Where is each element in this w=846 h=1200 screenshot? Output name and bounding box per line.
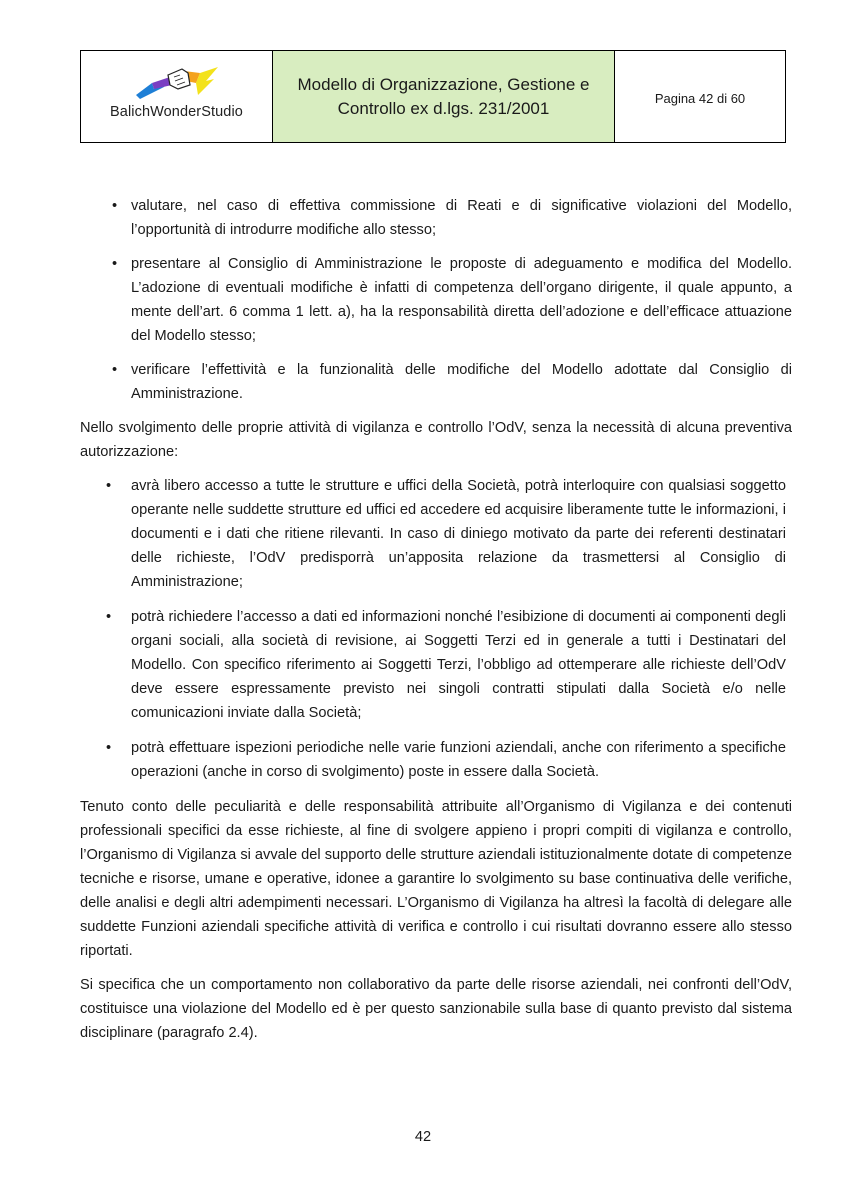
footer-page-number: 42 bbox=[414, 1129, 432, 1145]
bullet-icon: • bbox=[106, 609, 112, 625]
intro-paragraph: Nello svolgimento delle proprie attività di vigilanza e controllo l’OdV, senza la necessità di alcuna preventiva autorizzazione: bbox=[80, 420, 792, 460]
logo-text: BalichWonderStudio bbox=[110, 104, 243, 120]
list-item bbox=[80, 194, 792, 242]
document-body bbox=[80, 194, 792, 1055]
list-item bbox=[80, 736, 786, 784]
list-item-text: presentare al Consiglio di Amministrazione le proposte di adeguamento e modifica del Modello. L’adozione di eventuali modifiche è infatti di competenza dell’organo dirigente, il quale appunto, a mente dell’art. 6 comma 1 lett. a), ha la responsabilità diretta dell’adozione e dell’efficace attuazione del Modello stesso; bbox=[131, 256, 792, 344]
list-item bbox=[80, 358, 792, 406]
document-header bbox=[80, 50, 786, 143]
support-paragraph: Tenuto conto delle peculiarità e delle responsabilità attribuite all’Organismo di Vigilanza e dei contenuti professionali specifici da esse richieste, al fine di svolgere appieno i propri compiti di vigilanza e controllo, l’Organismo di Vigilanza si avvale del supporto delle strutture aziendali istituzionalmente dotate di competenze tecniche e risorse, umane e operative, idonee a garantire lo svolgimento su base continuativa delle verifiche, delle analisi e degli altri adempimenti necessari. L’Organismo di Vigilanza ha altresì la facoltà di delegare alle suddette Funzioni aziendali specifiche attività di verifica e controllo i cui risultati dovranno essere allo stesso riportati. bbox=[80, 799, 792, 959]
bullet-icon: • bbox=[106, 478, 112, 494]
bullet-icon: • bbox=[112, 362, 118, 378]
bullet-icon: • bbox=[112, 198, 118, 214]
page-label: Pagina 42 di 60 bbox=[654, 91, 746, 106]
bullet-list-odv-duties bbox=[80, 194, 792, 406]
list-item-text: valutare, nel caso di effettiva commissione di Reati e di significative violazioni del Modello, l’opportunità di introdurre modifiche allo stesso; bbox=[131, 198, 792, 238]
logo-icon bbox=[134, 65, 220, 105]
list-item-text: avrà libero accesso a tutte le strutture e uffici della Società, potrà interloquire con qualsiasi soggetto operante nelle suddette strutture ed uffici ed accedere ed acquisire liberamente tutte le informazioni, i documenti e i dati che ritiene rilevanti. In caso di diniego motivato da parte dei referenti destinatari delle richieste, l’OdV predisporrà un’apposita relazione da trasmettersi al Consiglio di Amministrazione; bbox=[131, 478, 786, 590]
bullet-list-odv-powers bbox=[80, 474, 786, 784]
bullet-icon: • bbox=[112, 256, 118, 272]
list-item bbox=[80, 474, 786, 594]
document-title: Modello di Organizzazione, Gestione e Controllo ex d.lgs. 231/2001 bbox=[273, 51, 615, 142]
bullet-icon: • bbox=[106, 740, 112, 756]
list-item bbox=[80, 605, 786, 725]
list-item-text: potrà richiedere l’accesso a dati ed informazioni nonché l’esibizione di documenti ai componenti degli organi sociali, alla società di revisione, ai Soggetti Terzi ed in generale a tutti i Destinatari del Modello. Con specifico riferimento ai Soggetti Terzi, l’obbligo ad ottemperare alle richieste dell’OdV deve essere espressamente previsto nei singoli contratti stipulati dalla Società e/o nelle comunicazioni inviate dalla Società; bbox=[131, 609, 786, 721]
non-collaboration-paragraph: Si specifica che un comportamento non collaborativo da parte delle risorse aziendali, nei confronti dell’OdV, costituisce una violazione del Modello ed è per questo sanzionabile sulla base di quanto previsto dal sistema disciplinare (paragrafo 2.4). bbox=[80, 977, 792, 1041]
list-item-text: verificare l’effettività e la funzionalità delle modifiche del Modello adottate dal Consiglio di Amministrazione. bbox=[131, 362, 792, 402]
list-item bbox=[80, 252, 792, 348]
list-item-text: potrà effettuare ispezioni periodiche nelle varie funzioni aziendali, anche con riferimento a specifiche operazioni (anche in corso di svolgimento) poste in essere dalla Società. bbox=[131, 740, 786, 780]
logo-cell bbox=[81, 51, 273, 142]
